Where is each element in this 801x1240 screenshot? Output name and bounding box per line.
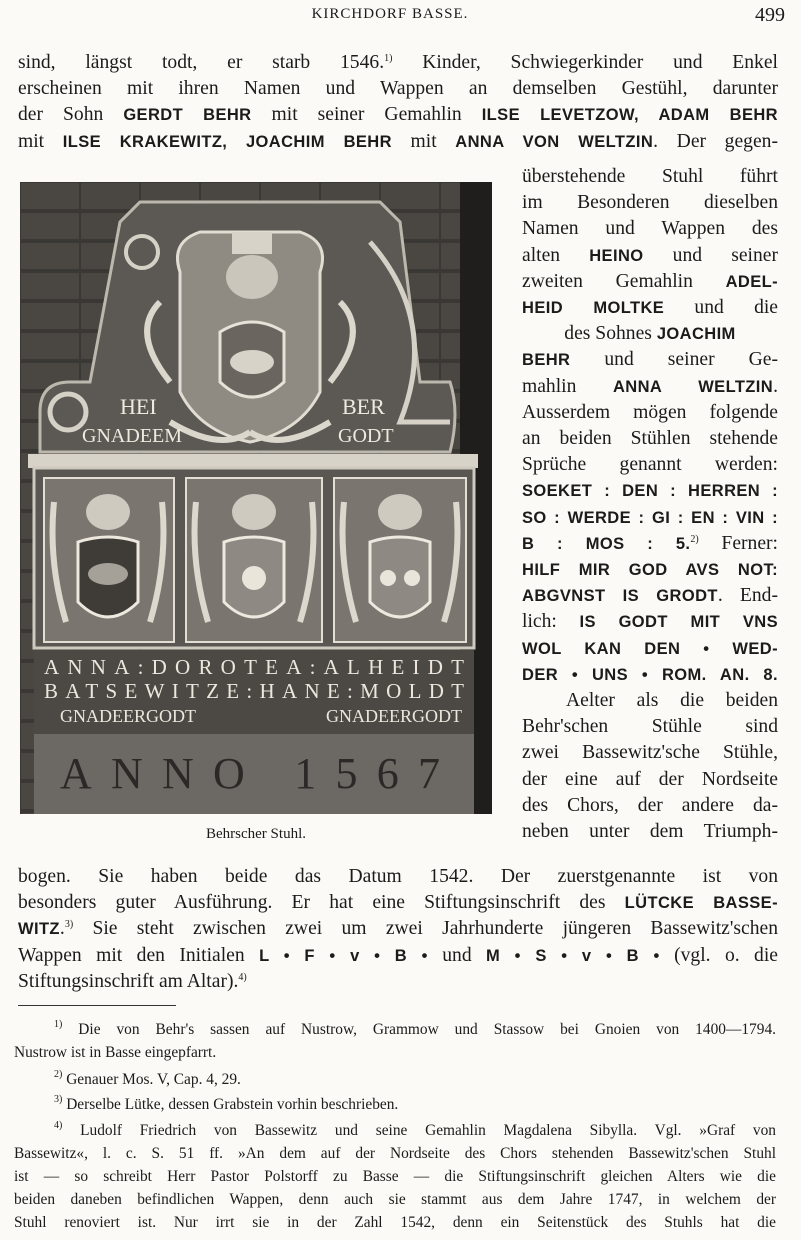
side-column-line xyxy=(522,321,778,347)
shield-middle xyxy=(186,478,322,642)
emphasis-name: WITZ xyxy=(18,920,60,939)
year-panel xyxy=(34,734,474,814)
side-column-line xyxy=(522,583,778,609)
figure-caption: Behrscher Stuhl. xyxy=(206,826,306,842)
emphasis-name: HEID MOLTKE xyxy=(522,299,665,317)
text-run: und xyxy=(427,944,487,966)
side-column-line xyxy=(522,531,778,557)
emphasis-name: BEHR xyxy=(522,351,571,370)
emphasis-name: GERDT BEHR xyxy=(123,106,252,125)
side-column-line xyxy=(522,557,778,583)
body-line xyxy=(18,50,778,76)
motto-line2-left: GNADEEM xyxy=(82,425,182,447)
helmet-center xyxy=(226,255,278,299)
body-line xyxy=(18,916,778,942)
text-run: Sprüche genannt werden: xyxy=(522,454,778,476)
text-run: (vgl. o. die xyxy=(659,944,778,966)
text-run: Sie steht zwischen zwei um zwei Jahrhunderte jüngeren Bassewitz'schen xyxy=(73,918,778,940)
text-run: erscheinen mit ihren Namen und Wappen an demselben Gestühl, darunter xyxy=(18,78,778,100)
side-column-line xyxy=(522,269,778,295)
side-column-line xyxy=(522,505,778,531)
side-column-line xyxy=(522,243,778,269)
emphasis-name: JOACHIM xyxy=(656,325,736,344)
carved-year: ANNO 1567 xyxy=(60,749,440,798)
text-run: und seiner Ge- xyxy=(570,349,778,371)
side-column-line xyxy=(522,478,778,504)
side-column-line xyxy=(522,767,778,793)
side-column-line xyxy=(522,190,778,216)
running-title: KIRCHDORF BASSE. xyxy=(311,6,469,22)
emphasis-name: ADEL- xyxy=(725,272,778,291)
body-line xyxy=(18,943,778,969)
text-run: neben unter dem Triumph- xyxy=(522,821,778,842)
side-column-line xyxy=(566,688,778,714)
shield-right xyxy=(334,478,466,642)
footnote-line xyxy=(14,1165,776,1188)
emphasis-name: M • S • v • B • xyxy=(486,946,660,965)
emphasis-name: ANNA VON WELTZIN xyxy=(455,132,654,151)
text-run: . xyxy=(773,375,778,397)
emphasis-name: DER • UNS • ROM. AN. 8. xyxy=(522,665,778,684)
bear-figure-center xyxy=(230,350,274,374)
text-run: lich: xyxy=(522,611,580,633)
body-line xyxy=(18,129,778,155)
text-run: Nustrow ist in Basse eingepfarrt. xyxy=(14,1044,217,1061)
inscription-line-2: BATSEWITZE:HANE:MOLDT xyxy=(44,679,465,703)
text-run: Ferner: xyxy=(698,532,779,554)
crest-animal-center xyxy=(232,232,272,254)
carved-pew-illustration xyxy=(20,182,492,814)
body-line xyxy=(18,890,778,916)
text-run: des Sohnes xyxy=(564,323,657,345)
text-run: zweiten Gemahlin xyxy=(522,270,726,292)
emphasis-name: ILSE LEVETZOW, ADAM BEHR xyxy=(481,106,779,125)
text-run: zwei Bassewitz'sche Stühle, xyxy=(522,742,778,764)
cornice xyxy=(28,454,478,468)
footnote-marker: 3) xyxy=(54,1094,63,1105)
side-column-line xyxy=(522,662,778,688)
side-column-line xyxy=(522,164,778,190)
side-column-line xyxy=(522,740,778,766)
text-run: im Besonderen dieselben xyxy=(522,192,778,214)
text-run: . End- xyxy=(717,585,778,607)
emphasis-name: ILSE KRAKEWITZ, JOACHIM BEHR xyxy=(62,132,392,151)
text-run: Aelter als die beiden xyxy=(566,690,778,711)
side-column-line xyxy=(522,636,778,662)
text-run: . Der gegen- xyxy=(653,130,778,152)
body-line xyxy=(18,102,778,128)
page-number: 499 xyxy=(755,4,785,26)
text-run: Genauer Mos. V, Cap. 4, 29. xyxy=(62,1071,241,1088)
footnote-marker: 1) xyxy=(54,1019,63,1030)
text-run: . xyxy=(59,918,65,940)
text-run: Wappen mit den Initialen xyxy=(18,944,260,966)
text-run: sind, längst todt, er starb 1546. xyxy=(18,52,385,73)
text-run: bogen. Sie haben beide das Datum 1542. Der zuerstgenannte ist von xyxy=(18,866,778,887)
footnote-line xyxy=(54,1093,776,1116)
footnote-line xyxy=(14,1211,776,1234)
footnote-rule xyxy=(18,1005,176,1006)
text-run: Bassewitz«, l. c. S. 51 ff. »An dem auf der Nordseite des Chors stehenden Bassewitz'schen Stuhl xyxy=(14,1145,776,1162)
side-column-line xyxy=(522,347,778,373)
footnote-marker: 4) xyxy=(54,1120,63,1131)
text-run: Behr'schen Stühle sind xyxy=(522,716,778,738)
inscription-line-1: ANNA:DOROTEA:ALHEIDT xyxy=(44,655,464,679)
footnote-line xyxy=(54,1018,776,1041)
text-run: mit seiner Gemahlin xyxy=(251,104,482,126)
footnote-marker: 2) xyxy=(54,1069,63,1080)
emphasis-name: SO : WERDE : GI : EN : VIN : xyxy=(522,508,778,527)
side-column-line xyxy=(522,452,778,478)
motto-line2-right: GODT xyxy=(338,425,394,447)
text-run: an beiden Stühlen stehende xyxy=(522,428,778,449)
text-run: mit xyxy=(18,130,63,152)
emphasis-name: WOL KAN DEN • WED- xyxy=(522,639,778,658)
side-column-line xyxy=(522,426,778,452)
emphasis-name: L • F • v • B • xyxy=(259,946,428,965)
running-header xyxy=(0,6,801,30)
footnote-ref: 3) xyxy=(64,919,74,931)
footnote-line xyxy=(54,1119,776,1142)
motto-left: HEI xyxy=(120,394,157,419)
text-run: Ausserdem mögen folgende xyxy=(522,401,778,423)
text-run: Stiftungsinschrift am Altar). xyxy=(18,970,239,992)
text-run: besonders guter Ausführung. Er hat eine Stiftungsinschrift des xyxy=(18,892,625,914)
text-run: beiden daneben befindlichen Wappen, denn auch sie stammt aus dem Jahre 1747, in welchem der xyxy=(14,1191,776,1208)
text-run: ist — so schreibt Herr Pastor Polstorff zu Basse — die Stiftungsinschrift gleichen Alters wie die xyxy=(14,1168,776,1185)
emphasis-name: SOEKET : DEN : HERREN : xyxy=(522,482,778,501)
text-run: der Sohn xyxy=(18,104,124,126)
body-line xyxy=(18,76,778,102)
text-run: und die xyxy=(664,297,778,318)
footnote-ref: 4) xyxy=(238,971,247,983)
side-column-line xyxy=(522,374,778,400)
emphasis-name: ABGVNST IS GRODT xyxy=(522,587,718,606)
text-run: Ludolf Friedrich von Bassewitz und seine Gemahlin Magdalena Sibylla. Vgl. »Graf von xyxy=(62,1122,776,1139)
side-column-line xyxy=(522,819,778,845)
figure-photo-behrscher-stuhl xyxy=(20,182,492,814)
emphasis-name: ANNA WELTZIN xyxy=(612,377,774,396)
text-run: Derselbe Lütke, dessen Grabstein vorhin beschrieben. xyxy=(62,1096,399,1113)
body-line xyxy=(18,864,778,890)
text-run: Die von Behr's sassen auf Nustrow, Grammow und Stassow bei Gnoien von 1400—1794. xyxy=(62,1021,776,1038)
text-run: mit xyxy=(391,130,456,152)
text-run: alten xyxy=(522,244,590,266)
side-column-line xyxy=(522,400,778,426)
emphasis-name: LÜTCKE BASSE- xyxy=(624,894,778,913)
emphasis-name: HILF MIR GOD AVS NOT: xyxy=(522,561,778,579)
inscription-line-3-right: GNADEERGODT xyxy=(326,706,462,726)
footnote-line xyxy=(14,1142,776,1165)
side-column-line xyxy=(522,216,778,242)
shield-left xyxy=(44,478,174,642)
body-line xyxy=(18,969,778,995)
text-run: Namen und Wappen des xyxy=(522,218,778,240)
emphasis-name: HEINO xyxy=(589,246,644,265)
text-run: Stuhl renoviert ist. Nur irrt sie in der Zahl 1542, denn ein Seitenstück des Stuhls hat die xyxy=(14,1214,776,1231)
side-column-line xyxy=(522,793,778,819)
emphasis-name: B : MOS : 5. xyxy=(522,534,691,553)
text-run: des Chors, der andere da- xyxy=(522,794,778,816)
footnote-line xyxy=(14,1041,776,1064)
side-column-line xyxy=(522,609,778,635)
footnote-line xyxy=(14,1188,776,1211)
side-column-line xyxy=(522,714,778,740)
emphasis-name: IS GODT MIT VNS xyxy=(579,613,778,632)
text-run: Kinder, Schwiegerkinder und Enkel xyxy=(392,52,778,73)
side-column-line xyxy=(522,295,778,321)
text-run: und seiner xyxy=(643,244,778,266)
text-run: mahlin xyxy=(522,375,613,397)
footnote-line xyxy=(54,1068,776,1091)
inscription-line-3-left: GNADEERGODT xyxy=(60,706,196,726)
text-run: der eine auf der Nordseite xyxy=(522,768,778,790)
footnote-ref: 2) xyxy=(690,533,699,545)
text-run: überstehende Stuhl führt xyxy=(522,166,778,187)
motto-right: BER xyxy=(342,394,385,419)
footnote-ref: 1) xyxy=(384,53,393,64)
